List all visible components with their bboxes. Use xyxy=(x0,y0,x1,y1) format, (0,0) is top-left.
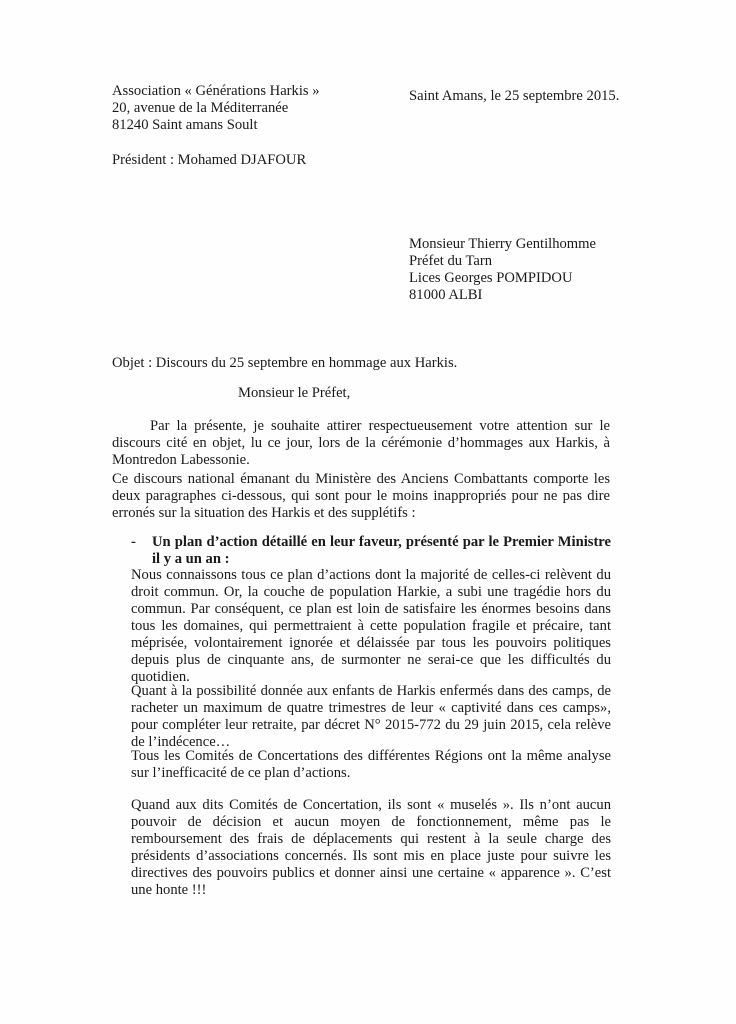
bullet-paragraph-plan: Nous connaissons tous ce plan d’actions dont la majorité de celles-ci relèvent du droit commun. Or, la couche de population Harkie, a subi une tragédie hors du commun. Par conséquent, ce plan est loin de satisfaire les énormes besoins dans tous les domaines, qui permettraient à cette population fragile et précaire, tant méprisée, volontairement ignorée et délaissée par tous les pouvoirs politiques depuis plus de cinquante ans, de surmonter ne serai-ce que les difficultés du quotidien. xyxy=(131,567,611,685)
bullet-dash: - xyxy=(131,534,136,550)
recipient-line-city: 81000 ALBI xyxy=(409,287,483,303)
body-paragraph-speech: Ce discours national émanant du Ministère des Anciens Combattants comporte les deux paragraphes ci-dessous, qui sont pour le moins inappropriés pour ne pas dire erronés sur la situation des Harkis et des supplétifs : xyxy=(112,471,610,521)
salutation: Monsieur le Préfet, xyxy=(238,385,351,401)
recipient-address-block xyxy=(409,236,596,304)
sender-line-city: 81240 Saint amans Soult xyxy=(112,117,258,133)
bullet-paragraph-trimestres: Quant à la possibilité donnée aux enfants de Harkis enfermés dans des camps, de racheter un maximum de quatre trimestres de leur « captivité dans ces camps», pour compléter leur retraite, par décret N° 2015-772 du 29 juin 2015, cela relève de l’indécence… xyxy=(131,683,611,750)
bullet-heading xyxy=(131,534,611,568)
place-and-date: Saint Amans, le 25 septembre 2015. xyxy=(409,88,620,104)
bullet-heading-text: Un plan d’action détaillé en leur faveur, présenté par le Premier Ministre il y a un an : xyxy=(152,534,611,567)
recipient-line-title: Préfet du Tarn xyxy=(409,253,493,269)
recipient-line-street: Lices Georges POMPIDOU xyxy=(409,270,573,286)
president-line: Président : Mohamed DJAFOUR xyxy=(112,152,307,168)
bullet-paragraph-museles: Quand aux dits Comités de Concertation, ils sont « muselés ». Ils n’ont aucun pouvoir de décision et aucun moyen de fonctionnement, même pas le remboursement des frais de déplacements qui restent à la seule charge des présidents d’associations concernés. Ils sont mis en place juste pour suivre les directives des pouvoirs publics et donner ainsi une certaine « apparence ». C’est une honte !!! xyxy=(131,797,611,898)
recipient-line-name: Monsieur Thierry Gentilhomme xyxy=(409,236,596,252)
subject-line: Objet : Discours du 25 septembre en hommage aux Harkis. xyxy=(112,355,458,371)
bullet-paragraph-comites: Tous les Comités de Concertations des différentes Régions ont la même analyse sur l’inefficacité de ce plan d’actions. xyxy=(131,748,611,781)
sender-address-block xyxy=(112,83,320,134)
body-paragraph-intro-text: Par la présente, je souhaite attirer respectueusement votre attention sur le discours cité en objet, lu ce jour, lors de la cérémonie d’hommages aux Harkis, à Montredon Labessonie. xyxy=(112,418,610,468)
body-paragraph-intro xyxy=(112,418,610,469)
sender-line-association: Association « Générations Harkis » xyxy=(112,83,320,99)
sender-line-street: 20, avenue de la Méditerranée xyxy=(112,100,289,116)
